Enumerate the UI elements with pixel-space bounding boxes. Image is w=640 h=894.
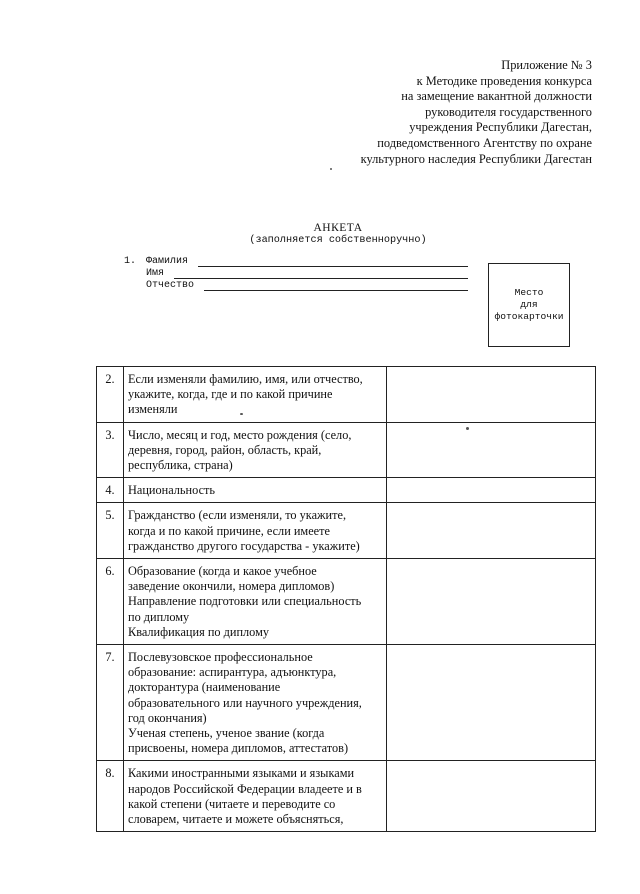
photo-placeholder [488, 263, 570, 347]
appendix-line: Приложение № 3 [501, 58, 592, 72]
answer-cell[interactable] [387, 645, 596, 761]
appendix-line: учреждения Республики Дагестан, [409, 120, 592, 135]
question-line: Какими иностранными языками и языками [128, 766, 355, 781]
question-row [97, 761, 596, 832]
question-number: 8. [97, 761, 124, 832]
questionnaire-table [96, 366, 596, 832]
question-line: Национальность [128, 483, 216, 498]
form-title: АНКЕТА [313, 222, 363, 234]
form-subtitle: (заполняется собственноручно) [249, 235, 427, 246]
question-line: гражданство другого государства - укажите) [128, 538, 360, 553]
question-number: 4. [97, 478, 124, 503]
question-line: народов Российской Федерации владеете и в [128, 781, 362, 796]
question-number: 3. [97, 422, 124, 478]
question-line: Образование (когда и какое учебное [128, 564, 317, 579]
photo-label-line: фотокарточки [494, 311, 564, 322]
question-text [124, 478, 387, 503]
appendix-line: руководителя государственного [425, 104, 592, 119]
answer-cell[interactable] [387, 422, 596, 478]
question-line: Если изменяли фамилию, имя, или отчество, [128, 372, 363, 386]
scan-speck [466, 427, 469, 430]
appendix-line: на замещение вакантной должности [401, 89, 592, 104]
question-line: Гражданство (если изменяли, то укажите, [128, 508, 347, 523]
question-row [97, 503, 596, 559]
question-line: республика, страна) [128, 458, 233, 473]
question-line: Послевузовское профессиональное [128, 650, 313, 665]
question-number: 6. [97, 559, 124, 645]
question-line: Число, месяц и год, место рождения (село, [128, 427, 352, 442]
answer-cell[interactable] [387, 478, 596, 503]
question-text [124, 761, 387, 832]
question-line: изменяли [128, 402, 178, 417]
surname-label: Фамилия [146, 256, 189, 267]
appendix-line: подведомственного Агентству по охране [377, 135, 592, 150]
question-row [97, 478, 596, 503]
question-line: Ученая степень, ученое звание (когда [128, 726, 325, 741]
question-row [97, 645, 596, 761]
question-row [97, 367, 596, 423]
question-text [124, 645, 387, 761]
photo-label-line: для [520, 299, 538, 310]
question-text [124, 367, 387, 423]
question-line: когда и по какой причине, если имеете [128, 523, 330, 538]
question-line: деревня, город, район, область, край, [128, 442, 322, 457]
question-number: 2. [97, 367, 124, 423]
question-line: образовательного или научного учреждения, [128, 695, 362, 710]
question-number: 7. [97, 645, 124, 761]
surname-field[interactable] [198, 266, 468, 267]
question-line: докторантура (наименование [128, 680, 281, 695]
patronymic-field[interactable] [204, 290, 468, 291]
patronymic-label: Отчество [146, 280, 195, 291]
answer-cell[interactable] [387, 559, 596, 645]
question-line: год окончания) [128, 710, 207, 725]
appendix-header [292, 58, 592, 167]
name-label: Имя [146, 268, 165, 279]
question-line: укажите, когда, где и по какой причине [128, 387, 333, 402]
question-row [97, 422, 596, 478]
question-line: Квалификация по диплому [128, 624, 270, 639]
question-text [124, 503, 387, 559]
name-field[interactable] [174, 278, 468, 279]
question-number: 5. [97, 503, 124, 559]
appendix-line: к Методике проведения конкурса [416, 73, 592, 88]
question-line: заведение окончили, номера дипломов) [128, 579, 335, 594]
question-row [97, 559, 596, 645]
question-line: образование: аспирантура, адъюнктура, [128, 665, 337, 680]
question-line: словарем, читаете и можете объясняться, [128, 812, 344, 827]
answer-cell[interactable] [387, 761, 596, 832]
item-number: 1. [124, 256, 137, 267]
question-line: Направление подготовки или специальность [128, 594, 362, 609]
answer-cell[interactable] [387, 367, 596, 423]
scan-speck [240, 413, 243, 415]
question-line: по диплому [128, 609, 190, 624]
answer-cell[interactable] [387, 503, 596, 559]
question-line: присвоены, номера дипломов, аттестатов) [128, 741, 349, 756]
appendix-line: культурного наследия Республики Дагестан [360, 151, 592, 166]
question-line: какой степени (читаете и переводите со [128, 796, 336, 811]
photo-label-line: Место [514, 287, 544, 298]
question-text [124, 559, 387, 645]
question-text [124, 422, 387, 478]
scan-speck [330, 168, 332, 170]
